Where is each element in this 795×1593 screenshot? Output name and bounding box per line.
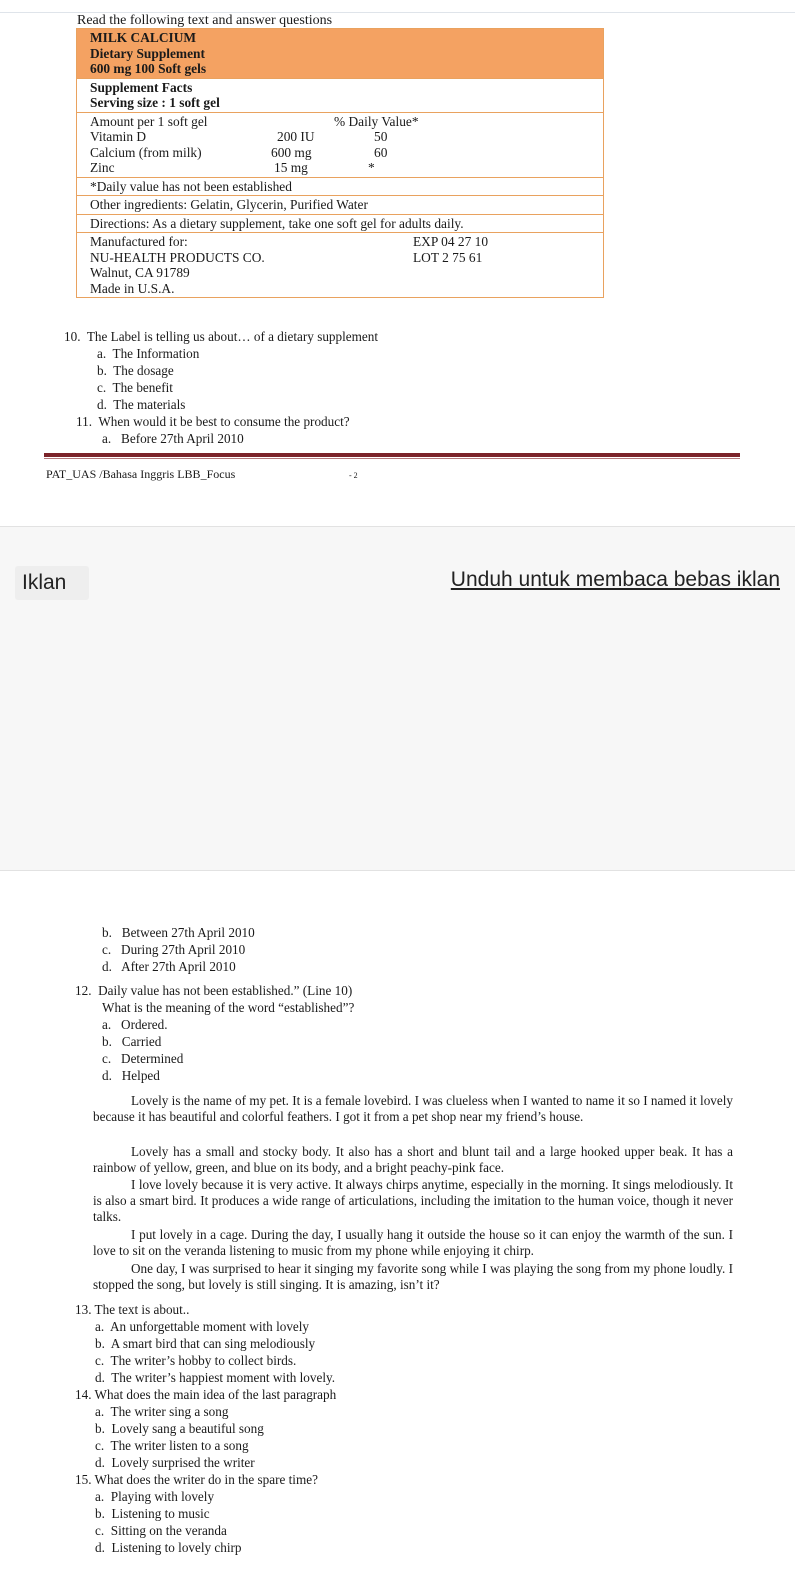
mfr-line xyxy=(90,281,603,297)
option-letter: d. xyxy=(102,1068,112,1083)
option xyxy=(102,959,236,975)
nutrient-row xyxy=(90,129,603,145)
mfr-line xyxy=(90,265,603,281)
remove-ads-link[interactable]: Unduh untuk membaca bebas iklan xyxy=(450,568,780,591)
question-text: What does the main idea of the last paragraph xyxy=(94,1387,337,1402)
option xyxy=(97,363,174,379)
option xyxy=(102,1017,168,1033)
footer-rule-thin xyxy=(44,458,740,459)
option xyxy=(95,1421,264,1437)
facts-header xyxy=(77,78,603,112)
option-text: After 27th April 2010 xyxy=(121,959,236,974)
question-number: 13. xyxy=(75,1302,92,1317)
option-text: During 27th April 2010 xyxy=(121,942,246,957)
nutrient-amount: 15 mg xyxy=(274,160,308,175)
option-text: Sitting on the veranda xyxy=(110,1523,227,1538)
option-letter: d. xyxy=(102,959,112,974)
story-paragraph xyxy=(93,1227,733,1259)
paragraph-text: I love lovely because it is very active. It always chirps anytime, especially in the morning. It sings melodiously. It is also a smart bird. It produces a wide range of articulations, including the imitation to the human voice, though it never talks. xyxy=(93,1177,733,1224)
option-letter: b. xyxy=(102,1034,112,1049)
mfr-label: Manufactured for: xyxy=(90,234,188,249)
label-brand xyxy=(77,29,603,78)
product-name: MILK CALCIUM xyxy=(90,30,197,45)
question-text: Daily value has not been established.” (Line 10) xyxy=(98,983,353,998)
option-text: The dosage xyxy=(113,363,174,378)
option-text: Playing with lovely xyxy=(110,1489,215,1504)
option-text: The benefit xyxy=(112,380,173,395)
option-letter: a. xyxy=(95,1319,105,1334)
option-text: The materials xyxy=(113,397,186,412)
option-text: Lovely sang a beautiful song xyxy=(111,1421,264,1436)
option-letter: c. xyxy=(102,942,112,957)
option xyxy=(102,431,244,447)
mfr-origin: Made in U.S.A. xyxy=(90,280,175,296)
story-paragraph xyxy=(93,1144,733,1176)
option-text: Before 27th April 2010 xyxy=(121,431,244,446)
option-letter: b. xyxy=(95,1421,105,1436)
option xyxy=(95,1319,309,1335)
option-text: Determined xyxy=(121,1051,184,1066)
option-text: Listening to music xyxy=(111,1506,210,1521)
option xyxy=(97,397,185,413)
option-letter: d. xyxy=(95,1455,105,1470)
footer-page-number: - 2 xyxy=(349,471,358,480)
daily-value-header: % Daily Value* xyxy=(334,113,419,129)
option-text: Listening to lovely chirp xyxy=(111,1540,242,1555)
option-letter: d. xyxy=(95,1540,105,1555)
question-number: 11. xyxy=(76,414,92,429)
mfr-company: NU-HEALTH PRODUCTS CO. xyxy=(90,249,265,265)
story-paragraph xyxy=(93,1093,733,1125)
option-letter: d. xyxy=(97,397,107,412)
question-15 xyxy=(75,1472,318,1488)
mfr-address: Walnut, CA 91789 xyxy=(90,265,190,280)
directions: Directions: As a dietary supplement, take one soft gel for adults daily. xyxy=(77,214,603,233)
option xyxy=(95,1370,335,1386)
story-paragraph xyxy=(93,1261,733,1293)
amount-header: Amount per 1 soft gel xyxy=(90,113,208,129)
option xyxy=(95,1455,255,1471)
facts-title: Supplement Facts xyxy=(90,79,193,95)
option-text: An unforgettable moment with lovely xyxy=(110,1319,310,1334)
nutrient-dv: * xyxy=(368,160,375,175)
option xyxy=(95,1336,315,1352)
question-text: When would it be best to consume the product? xyxy=(98,414,350,429)
option-letter: a. xyxy=(95,1489,105,1504)
option-letter: b. xyxy=(95,1506,105,1521)
option xyxy=(95,1353,296,1369)
option xyxy=(102,1051,183,1067)
nutrient-row xyxy=(90,160,603,176)
serving-size: Serving size : 1 soft gel xyxy=(90,95,220,110)
option xyxy=(95,1489,214,1505)
option-letter: c. xyxy=(102,1051,112,1066)
option xyxy=(102,1034,161,1050)
question-text: The Label is telling us about… of a dietary supplement xyxy=(86,329,378,344)
manufacturer-block xyxy=(77,232,603,297)
option-text: Lovely surprised the writer xyxy=(111,1455,255,1470)
paragraph-text: Lovely is the name of my pet. It is a female lovebird. I was clueless when I wanted to name it so I named it lovely because it has beautiful and colorful feathers. I got it from a pet shop near my friend’s house. xyxy=(93,1093,733,1124)
option-letter: a. xyxy=(97,346,107,361)
nutrient-dv: 60 xyxy=(374,144,388,160)
question-number: 12. xyxy=(75,983,92,998)
paragraph-text: One day, I was surprised to hear it singing my favorite song while I was playing the song from my phone loudly. I stopped the song, but lovely is still singing. It is amazing, isn’t it? xyxy=(93,1261,733,1292)
option-letter: b. xyxy=(97,363,107,378)
option-letter: c. xyxy=(97,380,107,395)
story-paragraph xyxy=(93,1177,733,1224)
option-letter: c. xyxy=(95,1353,105,1368)
question-13 xyxy=(75,1302,189,1318)
option-text: The writer listen to a song xyxy=(110,1438,249,1453)
nutrient-dv: 50 xyxy=(374,129,388,144)
question-12 xyxy=(75,983,352,999)
paragraph-text: I put lovely in a cage. During the day, I usually hang it outside the house so it can enjoy the warmth of the sun. I love to sit on the veranda listening to music from my phone while enjoying it chirp. xyxy=(93,1227,733,1258)
question-number: 14. xyxy=(75,1387,92,1402)
question-11 xyxy=(76,414,350,430)
option-text: The Information xyxy=(112,346,200,361)
nutrient-amount: 600 mg xyxy=(271,144,312,160)
option-text: Helped xyxy=(121,1068,160,1083)
ad-label: Iklan xyxy=(15,566,89,600)
other-ingredients: Other ingredients: Gelatin, Glycerin, Purified Water xyxy=(77,195,603,214)
option xyxy=(102,1068,160,1084)
product-type: Dietary Supplement xyxy=(90,45,205,61)
lot-number: LOT 2 75 61 xyxy=(413,249,483,265)
option xyxy=(102,925,255,941)
question-number: 15. xyxy=(75,1472,92,1487)
option-letter: a. xyxy=(102,431,112,446)
option-letter: c. xyxy=(95,1438,105,1453)
option-letter: d. xyxy=(95,1370,105,1385)
option-letter: c. xyxy=(95,1523,105,1538)
option xyxy=(95,1523,227,1539)
paragraph-text: Lovely has a small and stocky body. It also has a short and blunt tail and a large hooked upper beak. It has a rainbow of yellow, green, and blue on its body, and a bright peachy-pink face. xyxy=(93,1144,733,1175)
option xyxy=(95,1438,249,1454)
footer-text: PAT_UAS /Bahasa Inggris LBB_Focus xyxy=(46,467,236,481)
nutrient-header-row xyxy=(90,114,603,130)
question-text: What does the writer do in the spare time? xyxy=(94,1472,318,1487)
option-letter: b. xyxy=(95,1336,105,1351)
option-letter: a. xyxy=(102,1017,112,1032)
mfr-line xyxy=(90,234,603,250)
option-text: A smart bird that can sing melodiously xyxy=(110,1336,316,1351)
question-12-subtext: What is the meaning of the word “established”? xyxy=(102,1000,355,1015)
question-text: The text is about.. xyxy=(94,1302,190,1317)
nutrient-table xyxy=(77,112,603,177)
mfr-line xyxy=(90,250,603,266)
question-14 xyxy=(75,1387,336,1403)
option-text: Between 27th April 2010 xyxy=(121,925,255,940)
supplement-label xyxy=(76,28,604,298)
question-10 xyxy=(64,329,378,345)
dv-note: *Daily value has not been established xyxy=(77,177,603,196)
option xyxy=(95,1404,228,1420)
nutrient-name: Vitamin D xyxy=(90,129,147,144)
nutrient-name: Zinc xyxy=(90,160,115,175)
option xyxy=(102,942,245,958)
option-text: The writer sing a song xyxy=(110,1404,229,1419)
option-letter: b. xyxy=(102,925,112,940)
option xyxy=(97,380,173,396)
option xyxy=(95,1540,242,1556)
intro-instruction: Read the following text and answer questions xyxy=(77,13,333,28)
option xyxy=(95,1506,210,1522)
option-text: Ordered. xyxy=(121,1017,168,1032)
option-text: The writer’s happiest moment with lovely. xyxy=(111,1370,336,1385)
expiry-date: EXP 04 27 10 xyxy=(413,234,489,249)
nutrient-name: Calcium (from milk) xyxy=(90,144,202,160)
nutrient-amount: 200 IU xyxy=(277,129,315,144)
footer-rule xyxy=(44,453,740,457)
question-number: 10. xyxy=(64,329,81,344)
nutrient-row xyxy=(90,145,603,161)
option-text: Carried xyxy=(121,1034,162,1049)
option xyxy=(97,346,199,362)
option-letter: a. xyxy=(95,1404,105,1419)
product-quantity: 600 mg 100 Soft gels xyxy=(90,61,207,76)
option-text: The writer’s hobby to collect birds. xyxy=(110,1353,297,1368)
